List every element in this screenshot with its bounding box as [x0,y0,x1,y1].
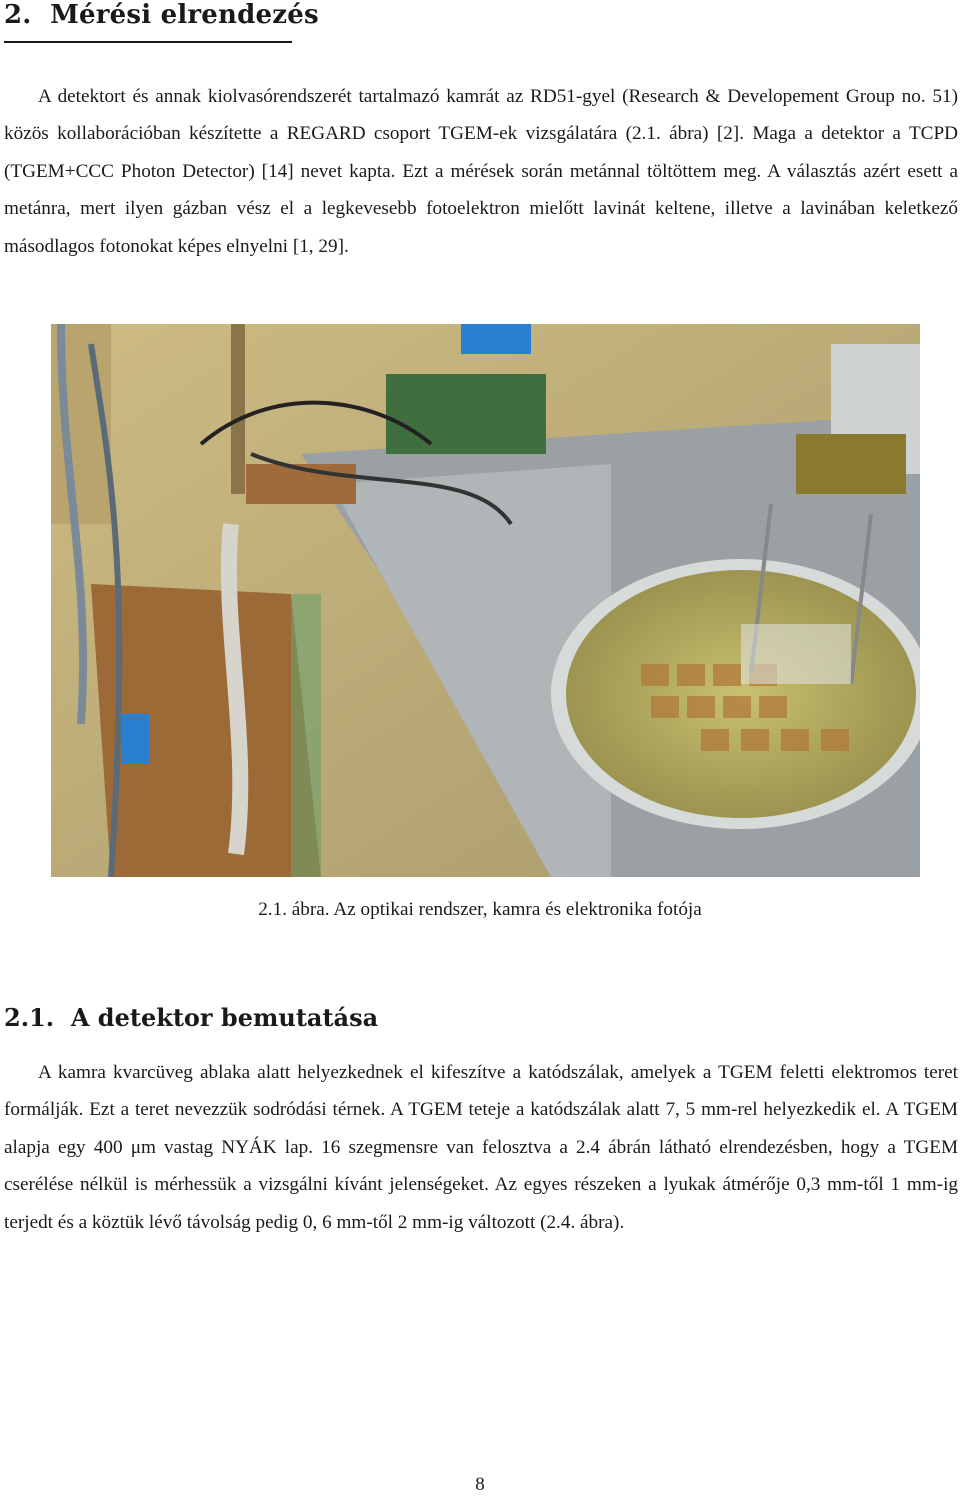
detector-paragraph: A kamra kvarcüveg ablaka alatt helyezkednek el kifeszítve a katódszálak, amelyek a TGEM feletti elektromos teret formálják. Ezt a teret nevezzük sodródási térnek. A TGEM teteje a katódszálak alatt 7, 5 mm-rel helyezkedik el. A TGEM alapja egy 400 μm vastag NYÁK lap. 16 szegmensre van felosztva a 2.4 ábrán látható elrendezésben, hogy a TGEM cserélése nélkül is mérhessük a vizsgálni kívánt jelenségeket. Az egyes részeken a lyukak átmérője 0,3 mm-től 1 mm-ig terjedt és a köztük lévő távolság pedig 0, 6 mm-től 2 mm-ig változott (2.4. ábra). [4,1062,958,1233]
lab-setup-photo [51,324,920,877]
page-number: 8 [475,1474,485,1495]
section-heading [4,0,319,30]
subsection-heading [4,1002,378,1034]
figure-photo [51,324,920,877]
section-title: Mérési elrendezés [50,0,319,30]
subsection-number: 2.1. [4,1003,55,1032]
figure-caption: 2.1. ábra. Az optikai rendszer, kamra és elektronika fotója [258,899,702,920]
subsection-title: A detektor bemutatása [70,1003,379,1032]
section-number: 2. [4,0,32,30]
section-heading-rule [4,41,292,43]
intro-paragraph: A detektort és annak kiolvasórendszerét tartalmazó kamrát az RD51-gyel (Research & Developement Group no. 51) közös kollaborációban készítette a REGARD csoport TGEM-ek vizsgálatára (2.1. ábra) [2]. Maga a detektor a TCPD (TGEM+CCC Photon Detector) [14] nevet kapta. Ezt a mérések során metánnal töltöttem meg. A választás azért esett a metánra, mert ilyen gázban vész el a legkevesebb fotoelektron mielőtt lavinát keltene, illetve a lavinában keletkező másodlagos fotonokat képes elnyelni [1, 29]. [4,86,958,257]
